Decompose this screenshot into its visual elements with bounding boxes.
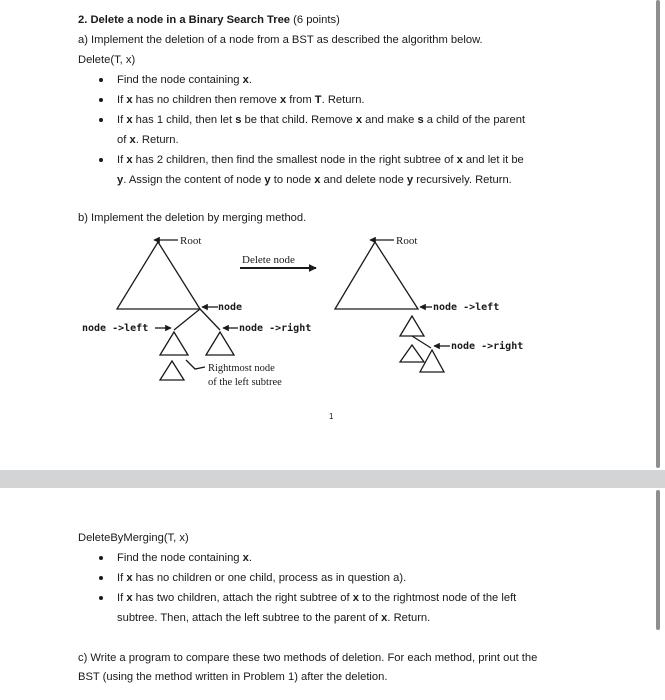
- part-c-line-2: BST (using the method written in Problem 1) after the deletion.: [78, 671, 388, 683]
- part-a-text: a) Implement the deletion of a node from a BST as described the algorithm below.: [78, 34, 483, 46]
- delete-step-2: If x has no children then remove x from T. Return.: [117, 94, 365, 106]
- after-node-right-label: node ->right: [451, 341, 524, 352]
- root-subtree-left: [117, 242, 200, 309]
- bullet: [99, 556, 103, 560]
- delete-signature: Delete(T, x): [78, 54, 136, 66]
- node-right-label: node ->right: [239, 323, 312, 334]
- after-node-left-label: node ->left: [433, 302, 500, 313]
- scrollbar-thumb-top[interactable]: [656, 0, 660, 468]
- rightmost-label-2: of the left subtree: [208, 377, 282, 388]
- merge-step-2: If x has no children or one child, process as in question a).: [117, 572, 407, 584]
- root-subtree-right: [335, 242, 418, 309]
- node-edge-left: [174, 309, 200, 330]
- right-subtree: [206, 332, 234, 355]
- after-left-subtree: [400, 316, 424, 336]
- delete-step-3-cont: of x. Return.: [117, 134, 179, 146]
- bullet: [99, 596, 103, 600]
- after-edge: [412, 336, 431, 348]
- node-left-label: node ->left: [82, 323, 149, 334]
- rightmost-label-1: Rightmost node: [208, 363, 275, 374]
- scrollbar-thumb-bottom[interactable]: [656, 490, 660, 630]
- merge-step-3: If x has two children, attach the right subtree of x to the rightmost node of the left: [117, 592, 517, 604]
- rightmost-leader: [186, 360, 205, 369]
- problem-heading-points: (6 points): [293, 14, 340, 26]
- merge-step-3-cont: subtree. Then, attach the left subtree to the parent of x. Return.: [117, 612, 431, 624]
- node-label: node: [218, 302, 243, 313]
- part-c-line-1: c) Write a program to compare these two methods of deletion. For each method, print out the: [78, 652, 538, 664]
- rightmost-subtree: [160, 361, 184, 380]
- delete-step-1: Find the node containing x.: [117, 74, 252, 86]
- delete-step-4-cont: y. Assign the content of node y to node x and delete node y recursively. Return.: [117, 174, 512, 186]
- page-divider: [0, 470, 665, 488]
- merge-signature: DeleteByMerging(T, x): [78, 532, 189, 544]
- node-edge-right: [200, 309, 220, 330]
- after-rightmost-subtree: [400, 345, 424, 362]
- delete-step-4: If x has 2 children, then find the smallest node in the right subtree of x and let it be: [117, 154, 524, 166]
- part-b-text: b) Implement the deletion by merging method.: [78, 212, 307, 224]
- bullet: [99, 576, 103, 580]
- delete-node-label: Delete node: [242, 254, 295, 266]
- delete-step-3: If x has 1 child, then let s be that child. Remove x and make s a child of the parent: [117, 114, 526, 126]
- problem-heading-title: 2. Delete a node in a Binary Search Tree: [78, 14, 291, 26]
- merge-step-1: Find the node containing x.: [117, 552, 252, 564]
- root-label-left: Root: [180, 235, 202, 247]
- root-label-right: Root: [396, 235, 418, 247]
- page-number: 1: [329, 412, 334, 421]
- left-subtree: [160, 332, 188, 355]
